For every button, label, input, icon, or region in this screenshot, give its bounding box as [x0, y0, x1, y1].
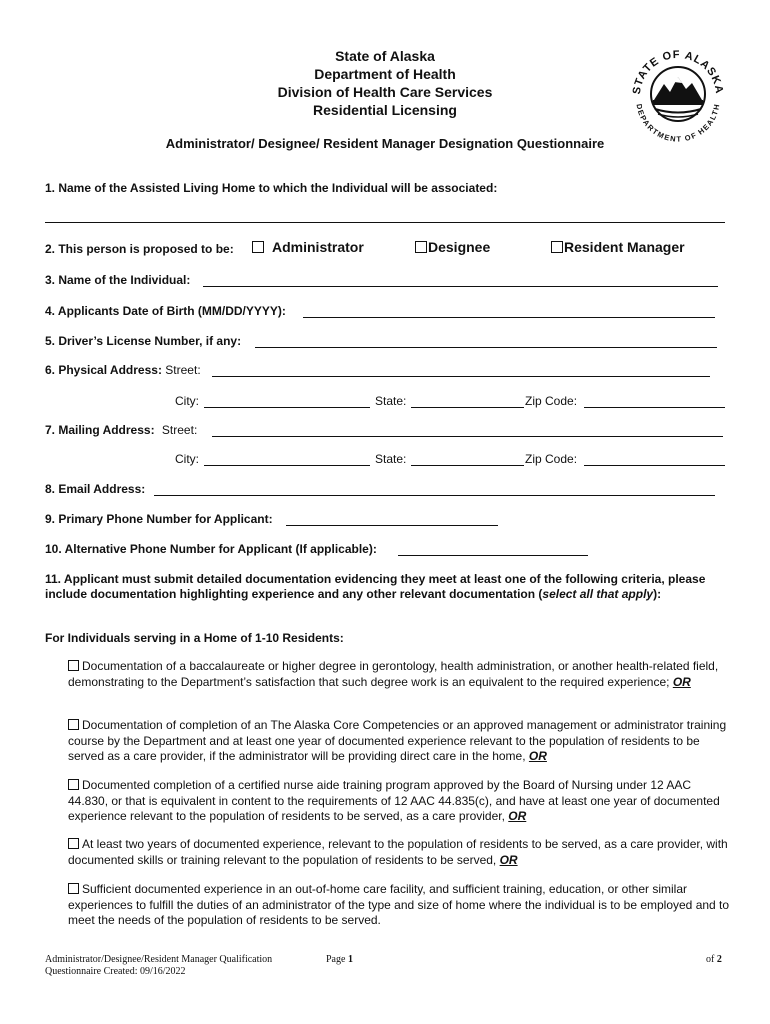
resident-manager-option[interactable]	[551, 239, 685, 255]
question-11-line-2: please include documentation highlighting experience and any other relevant documentation (	[45, 572, 706, 601]
mailing-state-field[interactable]	[411, 465, 524, 466]
resident-manager-checkbox[interactable]	[551, 241, 563, 253]
mailing-street-field[interactable]	[212, 436, 723, 437]
mailing-state-label: State:	[375, 452, 407, 466]
criterion-1[interactable]	[68, 659, 733, 690]
administrator-option[interactable]	[252, 239, 364, 255]
header-line-2: Department of Health	[314, 66, 456, 82]
criterion-1-checkbox[interactable]	[68, 660, 79, 671]
assisted-living-home-name-field[interactable]	[45, 222, 725, 223]
seal-bottom-text: DEPARTMENT OF HEALTH	[634, 103, 722, 144]
header-line-1: State of Alaska	[335, 48, 435, 64]
criterion-4-checkbox[interactable]	[68, 838, 79, 849]
criterion-3-or: OR	[508, 809, 527, 823]
question-3-label: 3. Name of the Individual:	[45, 273, 191, 287]
designee-checkbox[interactable]	[415, 241, 427, 253]
physical-city-field[interactable]	[204, 407, 370, 408]
question-11-end: ):	[653, 586, 662, 601]
designee-option[interactable]	[415, 239, 490, 255]
footer-of-label: of	[706, 954, 715, 965]
criterion-1-text: Documentation of a baccalaureate or higher degree in gerontology, health administration, or another health-related field, demonstrating to the Department’s satisfaction that such degree work is an equivalent to the required experience;	[68, 659, 719, 689]
form-title: Administrator/ Designee/ Resident Manager Designation Questionnaire	[165, 136, 605, 151]
footer-page	[326, 954, 353, 965]
date-of-birth-field[interactable]	[303, 317, 715, 318]
physical-state-label: State:	[375, 394, 407, 408]
mailing-city-field[interactable]	[204, 465, 370, 466]
question-10-label: 10. Alternative Phone Number for Applicant (If applicable):	[45, 542, 377, 556]
designee-label: Designee	[428, 239, 491, 255]
footer-left-line-2: Questionnaire Created: 09/16/2022	[45, 966, 186, 977]
mailing-city-label: City:	[175, 452, 199, 466]
physical-city-label: City:	[175, 394, 199, 408]
administrator-checkbox[interactable]	[252, 241, 264, 253]
criterion-4-text: At least two years of documented experience, relevant to the population of residents to be served, as a care provider, with documented skills or training relevant to the population of residents to be served,	[68, 837, 728, 867]
question-4-label: 4. Applicants Date of Birth (MM/DD/YYYY):	[45, 304, 286, 318]
criterion-5-checkbox[interactable]	[68, 883, 79, 894]
administrator-label: Administrator	[272, 239, 364, 255]
footer-total-pages: 2	[716, 954, 722, 965]
question-8-label: 8. Email Address:	[45, 482, 146, 496]
footer-left-line-1: Administrator/Designee/Resident Manager Qualification	[45, 954, 273, 965]
question-11-text	[45, 572, 735, 601]
resident-manager-label: Resident Manager	[564, 239, 685, 255]
physical-street-label: Street:	[165, 363, 201, 377]
physical-address-label: 6. Physical Address:	[45, 363, 162, 377]
question-2-label	[45, 242, 234, 256]
criterion-1-or: OR	[672, 674, 691, 689]
criterion-5-text: Sufficient documented experience in an out-of-home care facility, and sufficient training, education, or other similar experiences to fulfill the duties of an administrator of the type and size of home where the individual is to be employed and to meet the needs of the population of residents to be served.	[68, 882, 730, 927]
question-11-line-1: 11. Applicant must submit detailed documentation evidencing they meet at least one of the following criteria,	[45, 572, 665, 586]
question-9-label: 9. Primary Phone Number for Applicant:	[45, 512, 273, 526]
individual-name-field[interactable]	[203, 286, 718, 287]
question-6-label	[45, 363, 201, 377]
question-2-text: 2. This person is proposed to be:	[45, 242, 234, 256]
physical-street-field[interactable]	[212, 376, 710, 377]
drivers-license-field[interactable]	[255, 347, 717, 348]
criterion-2-or: OR	[528, 749, 547, 763]
criterion-3-text: Documented completion of a certified nurse aide training program approved by the Board of Nursing under 12 AAC 44.830, or that is equivalent in content to the requirements of 12 AAC 44.835(c), and have at least one year of documented experience relevant to the population of residents to be served, as a care provider,	[68, 778, 720, 823]
physical-zip-field[interactable]	[584, 407, 725, 408]
criterion-3-checkbox[interactable]	[68, 779, 79, 790]
alternative-phone-field[interactable]	[398, 555, 588, 556]
email-address-field[interactable]	[154, 495, 715, 496]
question-11-italic: select all that apply	[542, 586, 654, 601]
criterion-2-checkbox[interactable]	[68, 719, 79, 730]
criterion-2[interactable]	[68, 718, 733, 765]
footer-page-number: 1	[347, 954, 353, 965]
footer-of	[706, 954, 722, 965]
state-seal-logo	[628, 44, 728, 144]
criterion-2-text: Documentation of completion of an The Alaska Core Competencies or an approved management or administrator training course by the Department and at least one year of documented experience relevant to the population of residents to be served as a care provider, if the administrator will be providing direct care in the home,	[68, 718, 727, 763]
criterion-4-or: OR	[499, 852, 518, 867]
footer-page-label: Page	[326, 954, 346, 965]
criterion-5[interactable]	[68, 882, 733, 929]
question-7-label	[45, 423, 197, 437]
mailing-zip-label: Zip Code:	[525, 452, 578, 466]
mailing-address-label: 7. Mailing Address:	[45, 423, 155, 437]
criterion-4[interactable]	[68, 837, 733, 868]
question-1-label: 1. Name of the Assisted Living Home to which the Individual will be associated:	[45, 181, 498, 195]
header-line-4: Residential Licensing	[313, 102, 457, 118]
question-5-label: 5. Driver’s License Number, if any:	[45, 334, 242, 348]
header-line-3: Division of Health Care Services	[277, 84, 493, 100]
physical-state-field[interactable]	[411, 407, 524, 408]
mailing-zip-field[interactable]	[584, 465, 725, 466]
mailing-street-label: Street:	[161, 423, 198, 437]
criterion-3[interactable]	[68, 778, 733, 825]
section-heading: For Individuals serving in a Home of 1-10 Residents:	[45, 631, 344, 645]
physical-zip-label: Zip Code:	[525, 394, 578, 408]
primary-phone-field[interactable]	[286, 525, 498, 526]
seal-top-text: STATE OF ALASKA	[630, 48, 726, 96]
